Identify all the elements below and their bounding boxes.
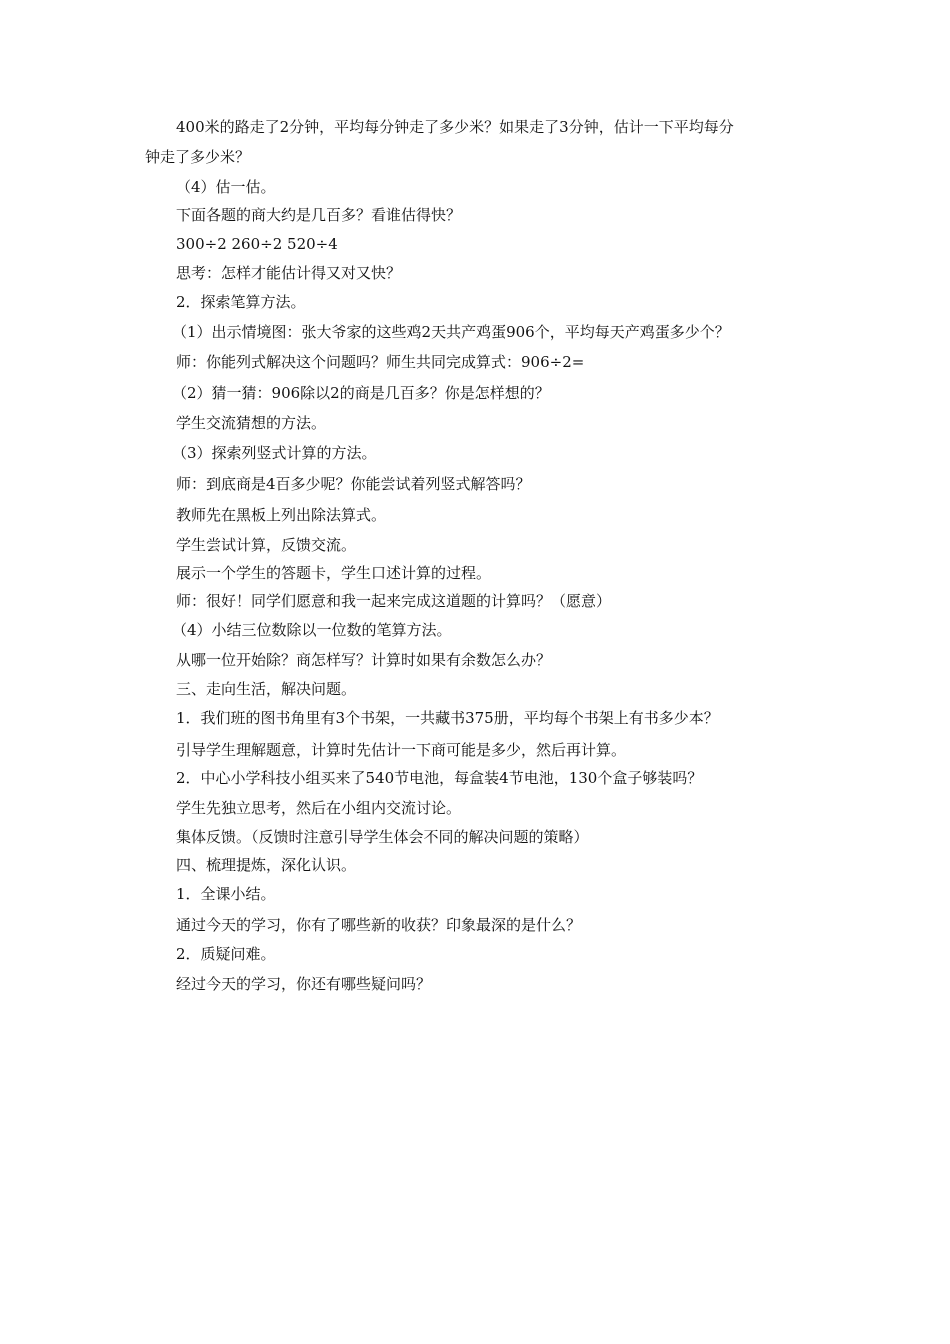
text-line: 师：到底商是4百多少呢？你能尝试着列竖式解答吗？ xyxy=(176,475,531,493)
text-line: 2．探索笔算方法。 xyxy=(176,293,306,311)
text-line: 教师先在黑板上列出除法算式。 xyxy=(176,506,387,524)
text-line: 三、走向生活，解决问题。 xyxy=(176,680,357,698)
text-line: （1）出示情境图：张大爷家的这些鸡2天共产鸡蛋906个，平均每天产鸡蛋多少个？ xyxy=(172,323,730,341)
text-line: （3）探索列竖式计算的方法。 xyxy=(172,444,377,462)
text-line: 400米的路走了2分钟，平均每分钟走了多少米？如果走了3分钟，估计一下平均每分 xyxy=(176,118,734,136)
text-line: 展示一个学生的答题卡，学生口述计算的过程。 xyxy=(176,564,492,582)
text-line: 1．我们班的图书角里有3个书架，一共藏书375册，平均每个书架上有书多少本？ xyxy=(176,709,719,727)
text-line: 300÷2 260÷2 520÷4 xyxy=(176,235,338,253)
text-line: 从哪一位开始除？商怎样写？计算时如果有余数怎么办？ xyxy=(176,651,552,669)
text-line: 学生尝试计算，反馈交流。 xyxy=(176,536,357,554)
text-line: 学生交流猜想的方法。 xyxy=(176,414,327,432)
text-line: 经过今天的学习，你还有哪些疑问吗？ xyxy=(176,975,432,993)
text-line: 2．质疑问难。 xyxy=(176,945,276,963)
text-line: 思考：怎样才能估计得又对又快？ xyxy=(176,264,402,282)
text-line: 通过今天的学习，你有了哪些新的收获？印象最深的是什么？ xyxy=(176,916,582,934)
text-line: 师：很好！同学们愿意和我一起来完成这道题的计算吗？（愿意） xyxy=(176,592,612,610)
text-line: 下面各题的商大约是几百多？看谁估得快？ xyxy=(176,206,462,224)
text-line: （4）估一估。 xyxy=(176,178,276,196)
text-line: 集体反馈。（反馈时注意引导学生体会不同的解决问题的策略） xyxy=(176,828,589,846)
text-line: 钟走了多少米？ xyxy=(145,148,251,166)
text-line: （2）猜一猜：906除以2的商是几百多？你是怎样想的？ xyxy=(172,384,550,402)
text-line: 师：你能列式解决这个问题吗？师生共同完成算式：906÷2= xyxy=(176,353,585,371)
text-line: 四、梳理提炼，深化认识。 xyxy=(176,856,357,874)
text-line: 引导学生理解题意，计算时先估计一下商可能是多少，然后再计算。 xyxy=(176,741,627,759)
text-line: 1．全课小结。 xyxy=(176,885,276,903)
text-line: 2．中心小学科技小组买来了540节电池，每盒装4节电池，130个盒子够装吗？ xyxy=(176,769,703,787)
text-line: （4）小结三位数除以一位数的笔算方法。 xyxy=(172,621,452,639)
text-line: 学生先独立思考，然后在小组内交流讨论。 xyxy=(176,799,462,817)
